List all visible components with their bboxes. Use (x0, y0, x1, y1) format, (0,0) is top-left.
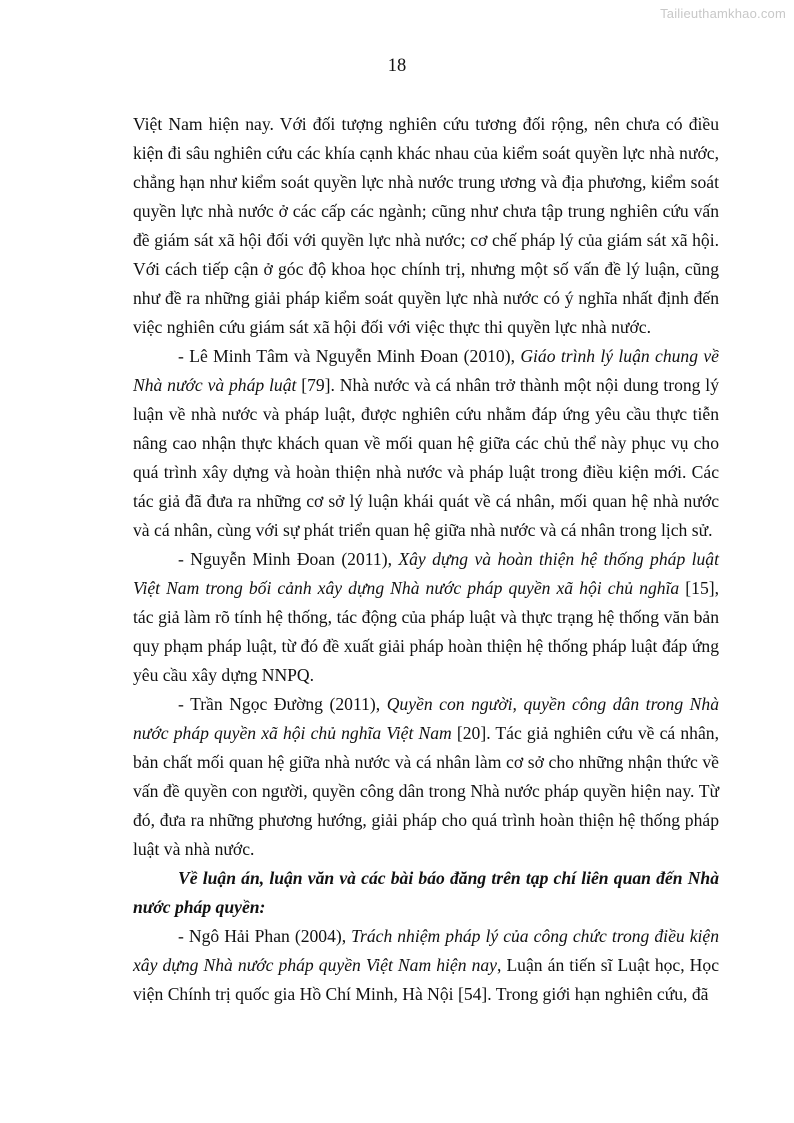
citation-lead: - Lê Minh Tâm và Nguyễn Minh Đoan (2010), (178, 346, 521, 366)
citation-lead: - Nguyễn Minh Đoan (2011), (178, 549, 399, 569)
citation-title: Quyền con người, quyền công dân trong Nhà nước pháp quyền xã hội chủ nghĩa Việt Nam (133, 694, 720, 743)
paragraph-3 (133, 545, 719, 690)
citation-text: , Luận án tiến sĩ Luật học, Học viện Chính trị quốc gia Hồ Chí Minh, Hà Nội [54]. Trong giới hạn nghiên cứu, đã (133, 955, 719, 1004)
page-number: 18 (387, 56, 407, 76)
section-heading: Về luận án, luận văn và các bài báo đăng trên tạp chí liên quan đến Nhà nước pháp quyền: (133, 868, 719, 917)
citation-lead: - Trần Ngọc Đường (2011), (178, 694, 387, 714)
paragraph-1: Việt Nam hiện nay. Với đối tượng nghiên cứu tương đối rộng, nên chưa có điều kiện đi sâu nghiên cứu các khía cạnh khác nhau của kiểm soát quyền lực nhà nước, chẳng hạn như kiểm soát quyền lực nhà nước trung ương và địa phương, kiểm soát quyền lực nhà nước ở các cấp các ngành; cũng như chưa tập trung nghiên cứu vấn đề giám sát xã hội đối với quyền lực nhà nước; cơ chế pháp lý của giám sát xã hội. Với cách tiếp cận ở góc độ khoa học chính trị, nhưng một số vấn đề lý luận, cũng như đề ra những giải pháp kiểm soát quyền lực nhà nước có ý nghĩa nhất định đến việc nghiên cứu giám sát xã hội đối với việc thực thi quyền lực nhà nước. (133, 114, 719, 337)
citation-title: Trách nhiệm pháp lý của công chức trong điều kiện xây dựng Nhà nước pháp quyền Việt Nam hiện nay (133, 926, 719, 975)
citation-text: [79]. Nhà nước và cá nhân trở thành một nội dung trong lý luận về nhà nước và pháp luật, được nghiên cứu nhằm đáp ứng yêu cầu thực tiễn nâng cao nhận thực khách quan về mối quan hệ giữa các chủ thể này phục vụ cho quá trình xây dựng và hoàn thiện nhà nước và pháp luật trong điều kiện mới. Các tác giả đã đưa ra những cơ sở lý luận khái quát về cá nhân, mối quan hệ nhà nước và cá nhân, cùng với sự phát triển quan hệ giữa nhà nước và cá nhân trong lịch sử. (133, 375, 719, 540)
document-body (133, 110, 719, 1009)
citation-title: Xây dựng và hoàn thiện hệ thống pháp luật Việt Nam trong bối cảnh xây dựng Nhà nước pháp quyền xã hội chủ nghĩa (133, 549, 719, 598)
citation-text: [15], tác giả làm rõ tính hệ thống, tác động của pháp luật và thực trạng hệ thống văn bản quy phạm pháp luật, từ đó đề xuất giải pháp hoàn thiện hệ thống pháp luật đáp ứng yêu cầu xây dựng NNPQ. (133, 578, 719, 685)
citation-text: [20]. Tác giả nghiên cứu về cá nhân, bản chất mối quan hệ giữa nhà nước và cá nhân làm cơ sở cho những nhận thức về vấn đề quyền con người, quyền công dân trong Nhà nước pháp quyền hiện nay. Từ đó, đưa ra những phương hướng, giải pháp cho quá trình hoàn thiện hệ thống pháp luật và nhà nước. (133, 723, 719, 859)
citation-lead: - Ngô Hải Phan (2004), (178, 926, 352, 946)
paragraph-5 (133, 922, 719, 1009)
citation-title: Giáo trình lý luận chung về Nhà nước và pháp luật (133, 346, 719, 395)
watermark: Tailieuthamkhao.com (660, 6, 786, 21)
paragraph-4 (133, 690, 719, 864)
paragraph-2 (133, 342, 719, 545)
